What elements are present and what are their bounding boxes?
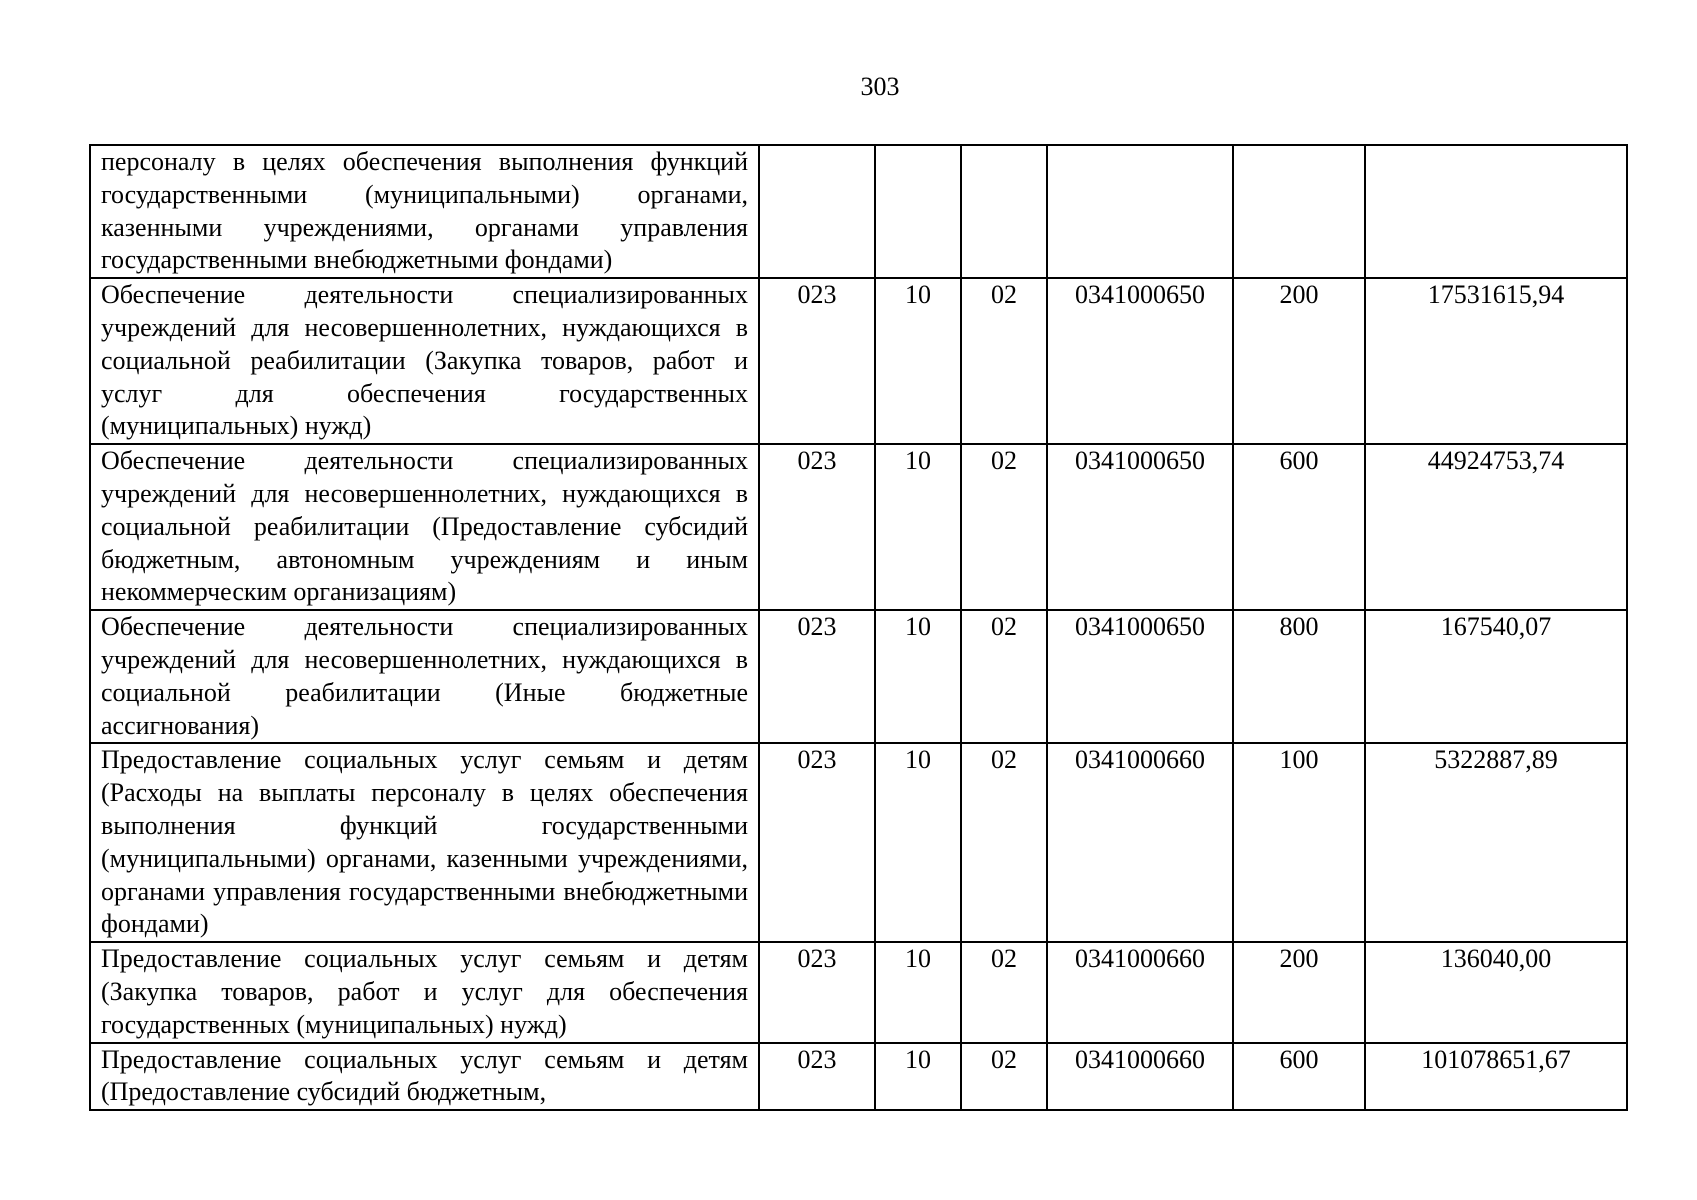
row-sum: 101078651,67 (1365, 1043, 1627, 1111)
row-subsection-code (961, 145, 1047, 278)
row-description: Обеспечение деятельности специализированных учреждений для несовершеннолетних, нуждающихся в социальной реабилитации (Предоставление субсидий бюджетным, автономным учреждениям и иным некоммерческим организациям) (90, 444, 759, 610)
row-ved-code (759, 145, 875, 278)
row-section-code: 10 (875, 610, 961, 743)
row-expense-type-code: 100 (1233, 743, 1365, 942)
row-description: Предоставление социальных услуг семьям и детям (Предоставление субсидий бюджетным, (90, 1043, 759, 1111)
row-section-code (875, 145, 961, 278)
row-description: персоналу в целях обеспечения выполнения функций государственными (муниципальными) органами, казенными учреждениями, органами управления государственными внебюджетными фондами) (90, 145, 759, 278)
table-row (90, 610, 1627, 743)
row-ved-code: 023 (759, 444, 875, 610)
row-expense-type-code: 800 (1233, 610, 1365, 743)
table-row (90, 1043, 1627, 1111)
row-sum (1365, 145, 1627, 278)
row-expense-type-code: 600 (1233, 444, 1365, 610)
row-section-code: 10 (875, 444, 961, 610)
table-row (90, 942, 1627, 1042)
row-subsection-code: 02 (961, 1043, 1047, 1111)
row-subsection-code: 02 (961, 942, 1047, 1042)
row-expense-type-code: 200 (1233, 942, 1365, 1042)
row-target-article-code (1047, 145, 1233, 278)
row-expense-type-code: 600 (1233, 1043, 1365, 1111)
row-expense-type-code: 200 (1233, 278, 1365, 444)
table-row (90, 278, 1627, 444)
row-ved-code: 023 (759, 743, 875, 942)
table-row (90, 444, 1627, 610)
expenditure-table (89, 144, 1628, 1111)
row-target-article-code: 0341000650 (1047, 278, 1233, 444)
row-sum: 44924753,74 (1365, 444, 1627, 610)
page-number: 303 (860, 72, 900, 101)
row-ved-code: 023 (759, 278, 875, 444)
row-subsection-code: 02 (961, 444, 1047, 610)
row-expense-type-code (1233, 145, 1365, 278)
row-section-code: 10 (875, 743, 961, 942)
row-section-code: 10 (875, 942, 961, 1042)
row-sum: 17531615,94 (1365, 278, 1627, 444)
row-target-article-code: 0341000660 (1047, 743, 1233, 942)
row-sum: 136040,00 (1365, 942, 1627, 1042)
row-description: Предоставление социальных услуг семьям и детям (Расходы на выплаты персоналу в целях обеспечения выполнения функций государственными (муниципальными) органами, казенными учреждениями, органами управления государственными внебюджетными фондами) (90, 743, 759, 942)
row-section-code: 10 (875, 278, 961, 444)
row-description: Обеспечение деятельности специализированных учреждений для несовершеннолетних, нуждающихся в социальной реабилитации (Закупка товаров, работ и услуг для обеспечения государственных (муниципальных) нужд) (90, 278, 759, 444)
row-target-article-code: 0341000660 (1047, 942, 1233, 1042)
table-row (90, 743, 1627, 942)
row-sum: 5322887,89 (1365, 743, 1627, 942)
row-section-code: 10 (875, 1043, 961, 1111)
row-ved-code: 023 (759, 1043, 875, 1111)
table-row (90, 145, 1627, 278)
row-subsection-code: 02 (961, 278, 1047, 444)
row-target-article-code: 0341000660 (1047, 1043, 1233, 1111)
row-target-article-code: 0341000650 (1047, 610, 1233, 743)
row-subsection-code: 02 (961, 743, 1047, 942)
row-ved-code: 023 (759, 610, 875, 743)
row-target-article-code: 0341000650 (1047, 444, 1233, 610)
row-description: Обеспечение деятельности специализированных учреждений для несовершеннолетних, нуждающихся в социальной реабилитации (Иные бюджетные ассигнования) (90, 610, 759, 743)
row-subsection-code: 02 (961, 610, 1047, 743)
row-ved-code: 023 (759, 942, 875, 1042)
row-description: Предоставление социальных услуг семьям и детям (Закупка товаров, работ и услуг для обеспечения государственных (муниципальных) нужд) (90, 942, 759, 1042)
row-sum: 167540,07 (1365, 610, 1627, 743)
